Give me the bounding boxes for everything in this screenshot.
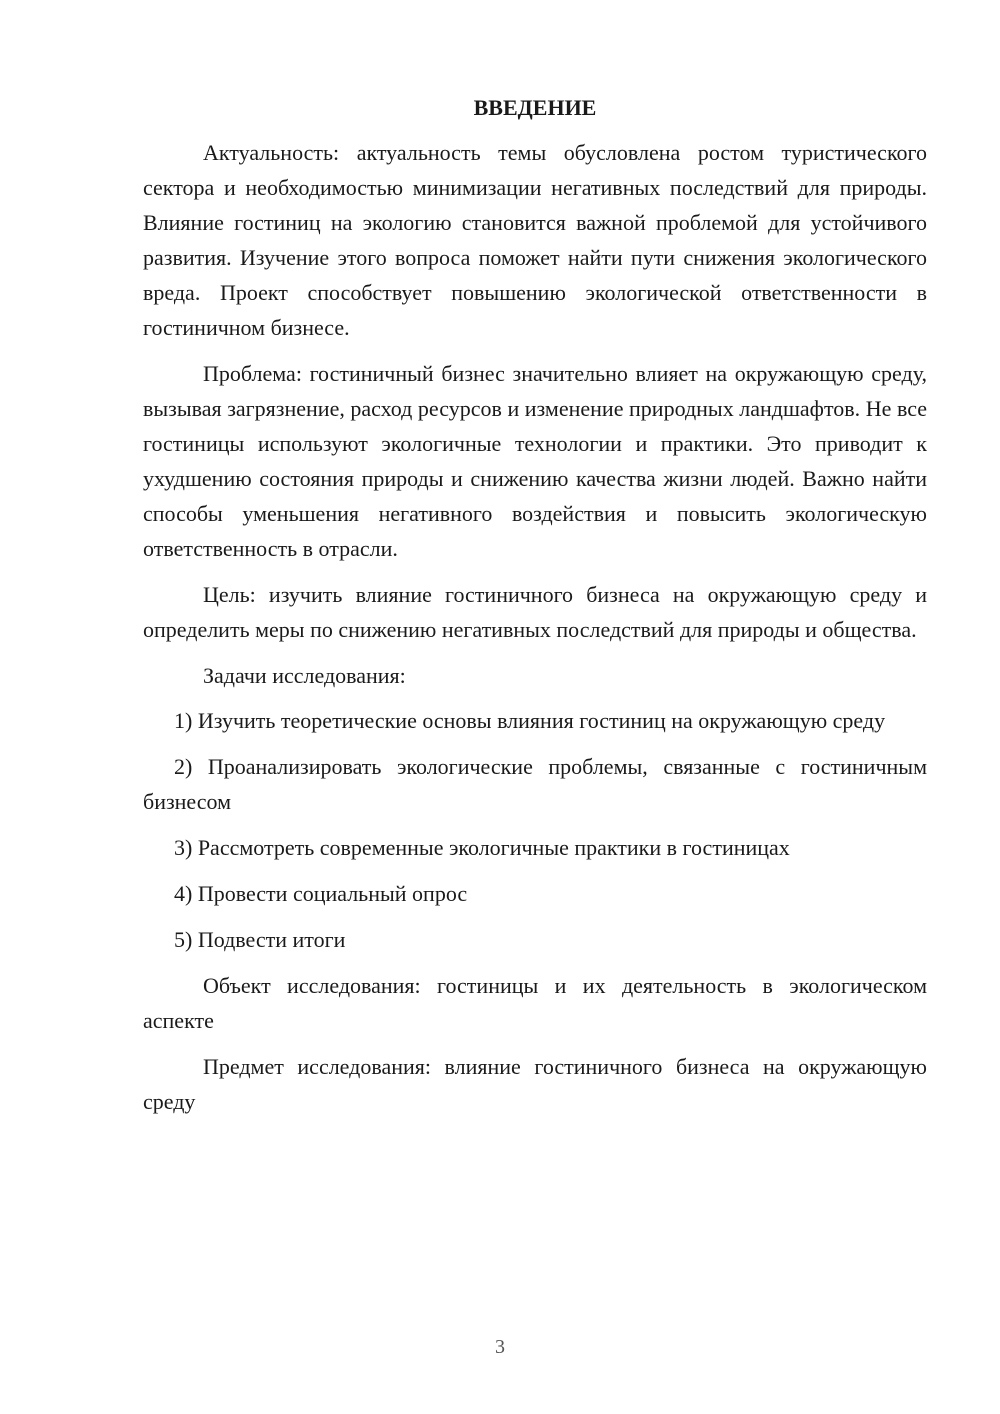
tasks-list: [143, 703, 927, 957]
task-item: 4) Провести социальный опрос: [174, 881, 468, 906]
page-number: 3: [495, 1336, 505, 1358]
task-item: 3) Рассмотреть современные экологичные практики в гостиницах: [174, 835, 790, 860]
section-title: ВВЕДЕНИЕ: [473, 95, 597, 120]
paragraph-problem: Проблема: гостиничный бизнес значительно влияет на окружающую среду, вызывая загрязнение, расход ресурсов и изменение природных ландшафтов. Не все гостиницы используют экологичные технологии и практики. Это приводит к ухудшению состояния природы и снижению качества жизни людей. Важно найти способы уменьшения негативного воздействия и повысить экологическую ответственность в отрасли.: [143, 361, 927, 561]
tasks-heading: Задачи исследования:: [203, 663, 406, 688]
paragraph-goal: Цель: изучить влияние гостиничного бизнеса на окружающую среду и определить меры по снижению негативных последствий для природы и общества.: [143, 582, 927, 642]
paragraph-object: Объект исследования: гостиницы и их деятельность в экологическом аспекте: [143, 973, 927, 1033]
task-item: 1) Изучить теоретические основы влияния гостиниц на окружающую среду: [174, 708, 886, 733]
task-item: 5) Подвести итоги: [174, 927, 346, 952]
document-page: [143, 90, 927, 1130]
task-item: 2) Проанализировать экологические проблемы, связанные с гостиничным бизнесом: [143, 754, 927, 814]
paragraph-relevance: Актуальность: актуальность темы обусловлена ростом туристического сектора и необходимостью минимизации негативных последствий для природы. Влияние гостиниц на экологию становится важной проблемой для устойчивого развития. Изучение этого вопроса поможет найти пути снижения экологического вреда. Проект способствует повышению экологической ответственности в гостиничном бизнесе.: [143, 140, 927, 340]
paragraph-subject: Предмет исследования: влияние гостиничного бизнеса на окружающую среду: [143, 1054, 927, 1114]
